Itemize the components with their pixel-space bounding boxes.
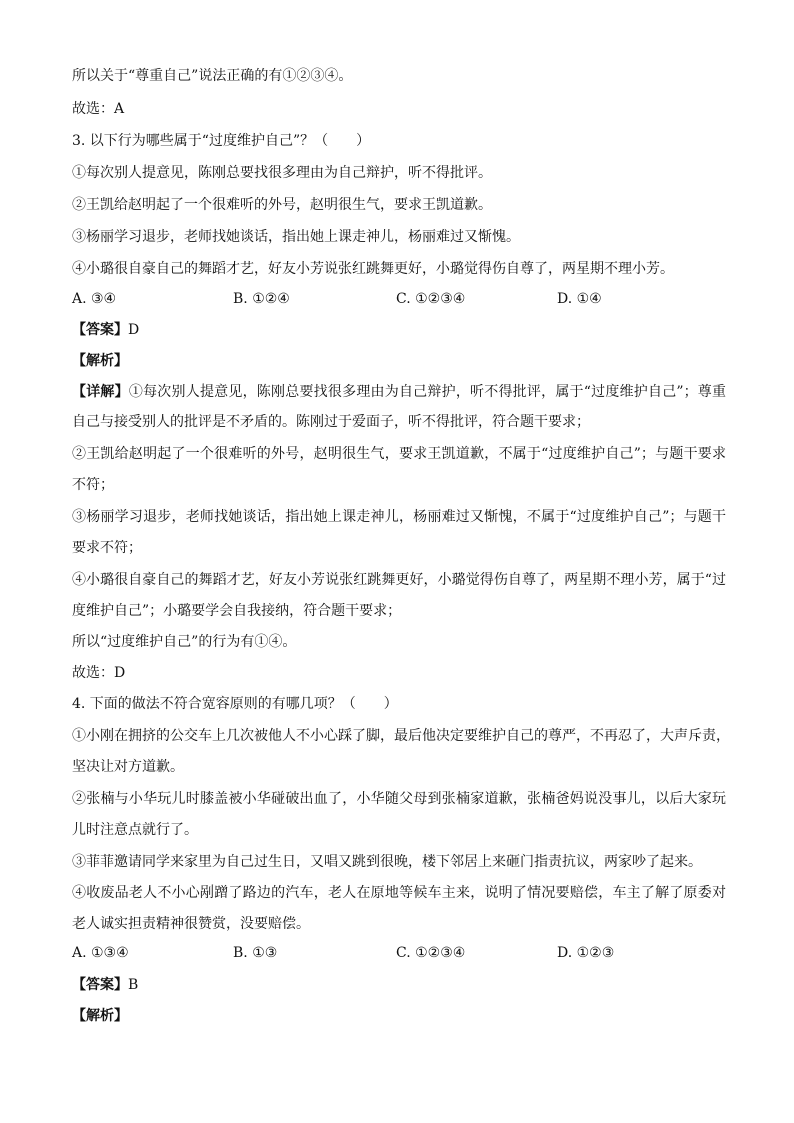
q3-detail-4b: 度维护自己”；小璐要学会自我接纳，符合题干要求； (72, 603, 402, 619)
q4-option-a: A. ①③④ (72, 945, 129, 961)
q3-statement-1: ①每次别人提意见，陈刚总要找很多理由为自己辩护，听不得批评。 (72, 165, 492, 181)
q3-option-b: B. ①②④ (233, 291, 290, 307)
q4-statement-1b: 坚决让对方道歉。 (72, 759, 184, 775)
q4-option-c: C. ①②③④ (396, 945, 466, 961)
q4-statement-1a: ①小刚在拥挤的公交车上几次被他人不小心踩了脚，最后他决定要维护自己的尊严，不再忍了，大声斥责， (72, 728, 730, 744)
q4-answer (72, 975, 138, 995)
question-4-stem: 4. 下面的做法不符合宽容原则的有哪几项？（ ） (72, 696, 398, 712)
q4-analysis-tag: 【解析】 (72, 1008, 128, 1024)
q3-detail-1a (72, 382, 726, 402)
q4-option-b: B. ①③ (233, 945, 278, 961)
q3-detail-4a: ④小璐很自豪自己的舞蹈才艺，好友小芳说张红跳舞更好，小璐觉得伤自尊了，两星期不理小芳，属于“过 (72, 572, 726, 588)
q3-analysis-tag: 【解析】 (72, 353, 128, 369)
q4-statement-3: ③菲菲邀请同学来家里为自己过生日，又唱又跳到很晚，楼下邻居上来砸门指责抗议，两家吵了起来。 (72, 854, 702, 870)
q3-statement-4: ④小璐很自豪自己的舞蹈才艺，好友小芳说张红跳舞更好，小璐觉得伤自尊了，两星期不理小芳。 (72, 261, 674, 277)
answer-tag: 【答案】 (72, 322, 128, 338)
question-3-stem: 3. 以下行为哪些属于“过度维护自己”？（ ） (72, 133, 371, 149)
answer-tag: 【答案】 (72, 977, 128, 993)
q4-statement-2a: ②张楠与小华玩儿时膝盖被小华碰破出血了，小华随父母到张楠家道歉，张楠爸妈说没事儿，以后大家玩 (72, 791, 726, 807)
q3-select: 故选：D (72, 665, 126, 681)
q3-detail-1b: 自己与接受别人的批评是不矛盾的。陈刚过于爱面子，听不得批评，符合题干要求； (72, 414, 590, 430)
q3-statement-2: ②王凯给赵明起了一个很难听的外号，赵明很生气，要求王凯道歉。 (72, 197, 492, 213)
detail-text: ①每次别人提意见，陈刚总要找很多理由为自己辩护，听不得批评，属于“过度维护自己”；尊重 (128, 384, 727, 400)
q3-detail-2a: ②王凯给赵明起了一个很难听的外号，赵明很生气，要求王凯道歉，不属于“过度维护自己”；与题干要求 (72, 446, 726, 462)
answer-select-line: 故选：A (72, 101, 125, 117)
q4-statement-4b: 老人诚实担责精神很赞赏，没要赔偿。 (72, 916, 310, 932)
q3-option-a: A. ③④ (72, 291, 117, 307)
q3-summary: 所以“过度维护自己”的行为有①④。 (72, 634, 297, 650)
q3-statement-3: ③杨丽学习退步，老师找她谈话，指出她上课走神儿，杨丽难过又惭愧。 (72, 229, 520, 245)
q3-detail-2b: 不符； (72, 477, 114, 493)
q3-detail-3b: 要求不符； (72, 540, 142, 556)
q3-answer (72, 320, 139, 340)
q3-option-c: C. ①②③④ (396, 291, 466, 307)
detail-tag: 【详解】 (72, 384, 129, 400)
answer-value: D (128, 322, 140, 338)
q3-detail-3a: ③杨丽学习退步，老师找她谈话，指出她上课走神儿，杨丽难过又惭愧，不属于“过度维护自己”；与题干 (72, 509, 726, 525)
q4-statement-4a: ④收废品老人不小心剐蹭了路边的汽车，老人在原地等候车主来，说明了情况要赔偿，车主了解了原委对 (72, 885, 726, 901)
answer-value: B (128, 977, 139, 993)
q4-option-d: D. ①②③ (557, 945, 615, 961)
q3-option-d: D. ①④ (557, 291, 602, 307)
conclusion-line: 所以关于“尊重自己”说法正确的有①②③④。 (72, 68, 353, 84)
q4-statement-2b: 儿时注意点就行了。 (72, 822, 198, 838)
